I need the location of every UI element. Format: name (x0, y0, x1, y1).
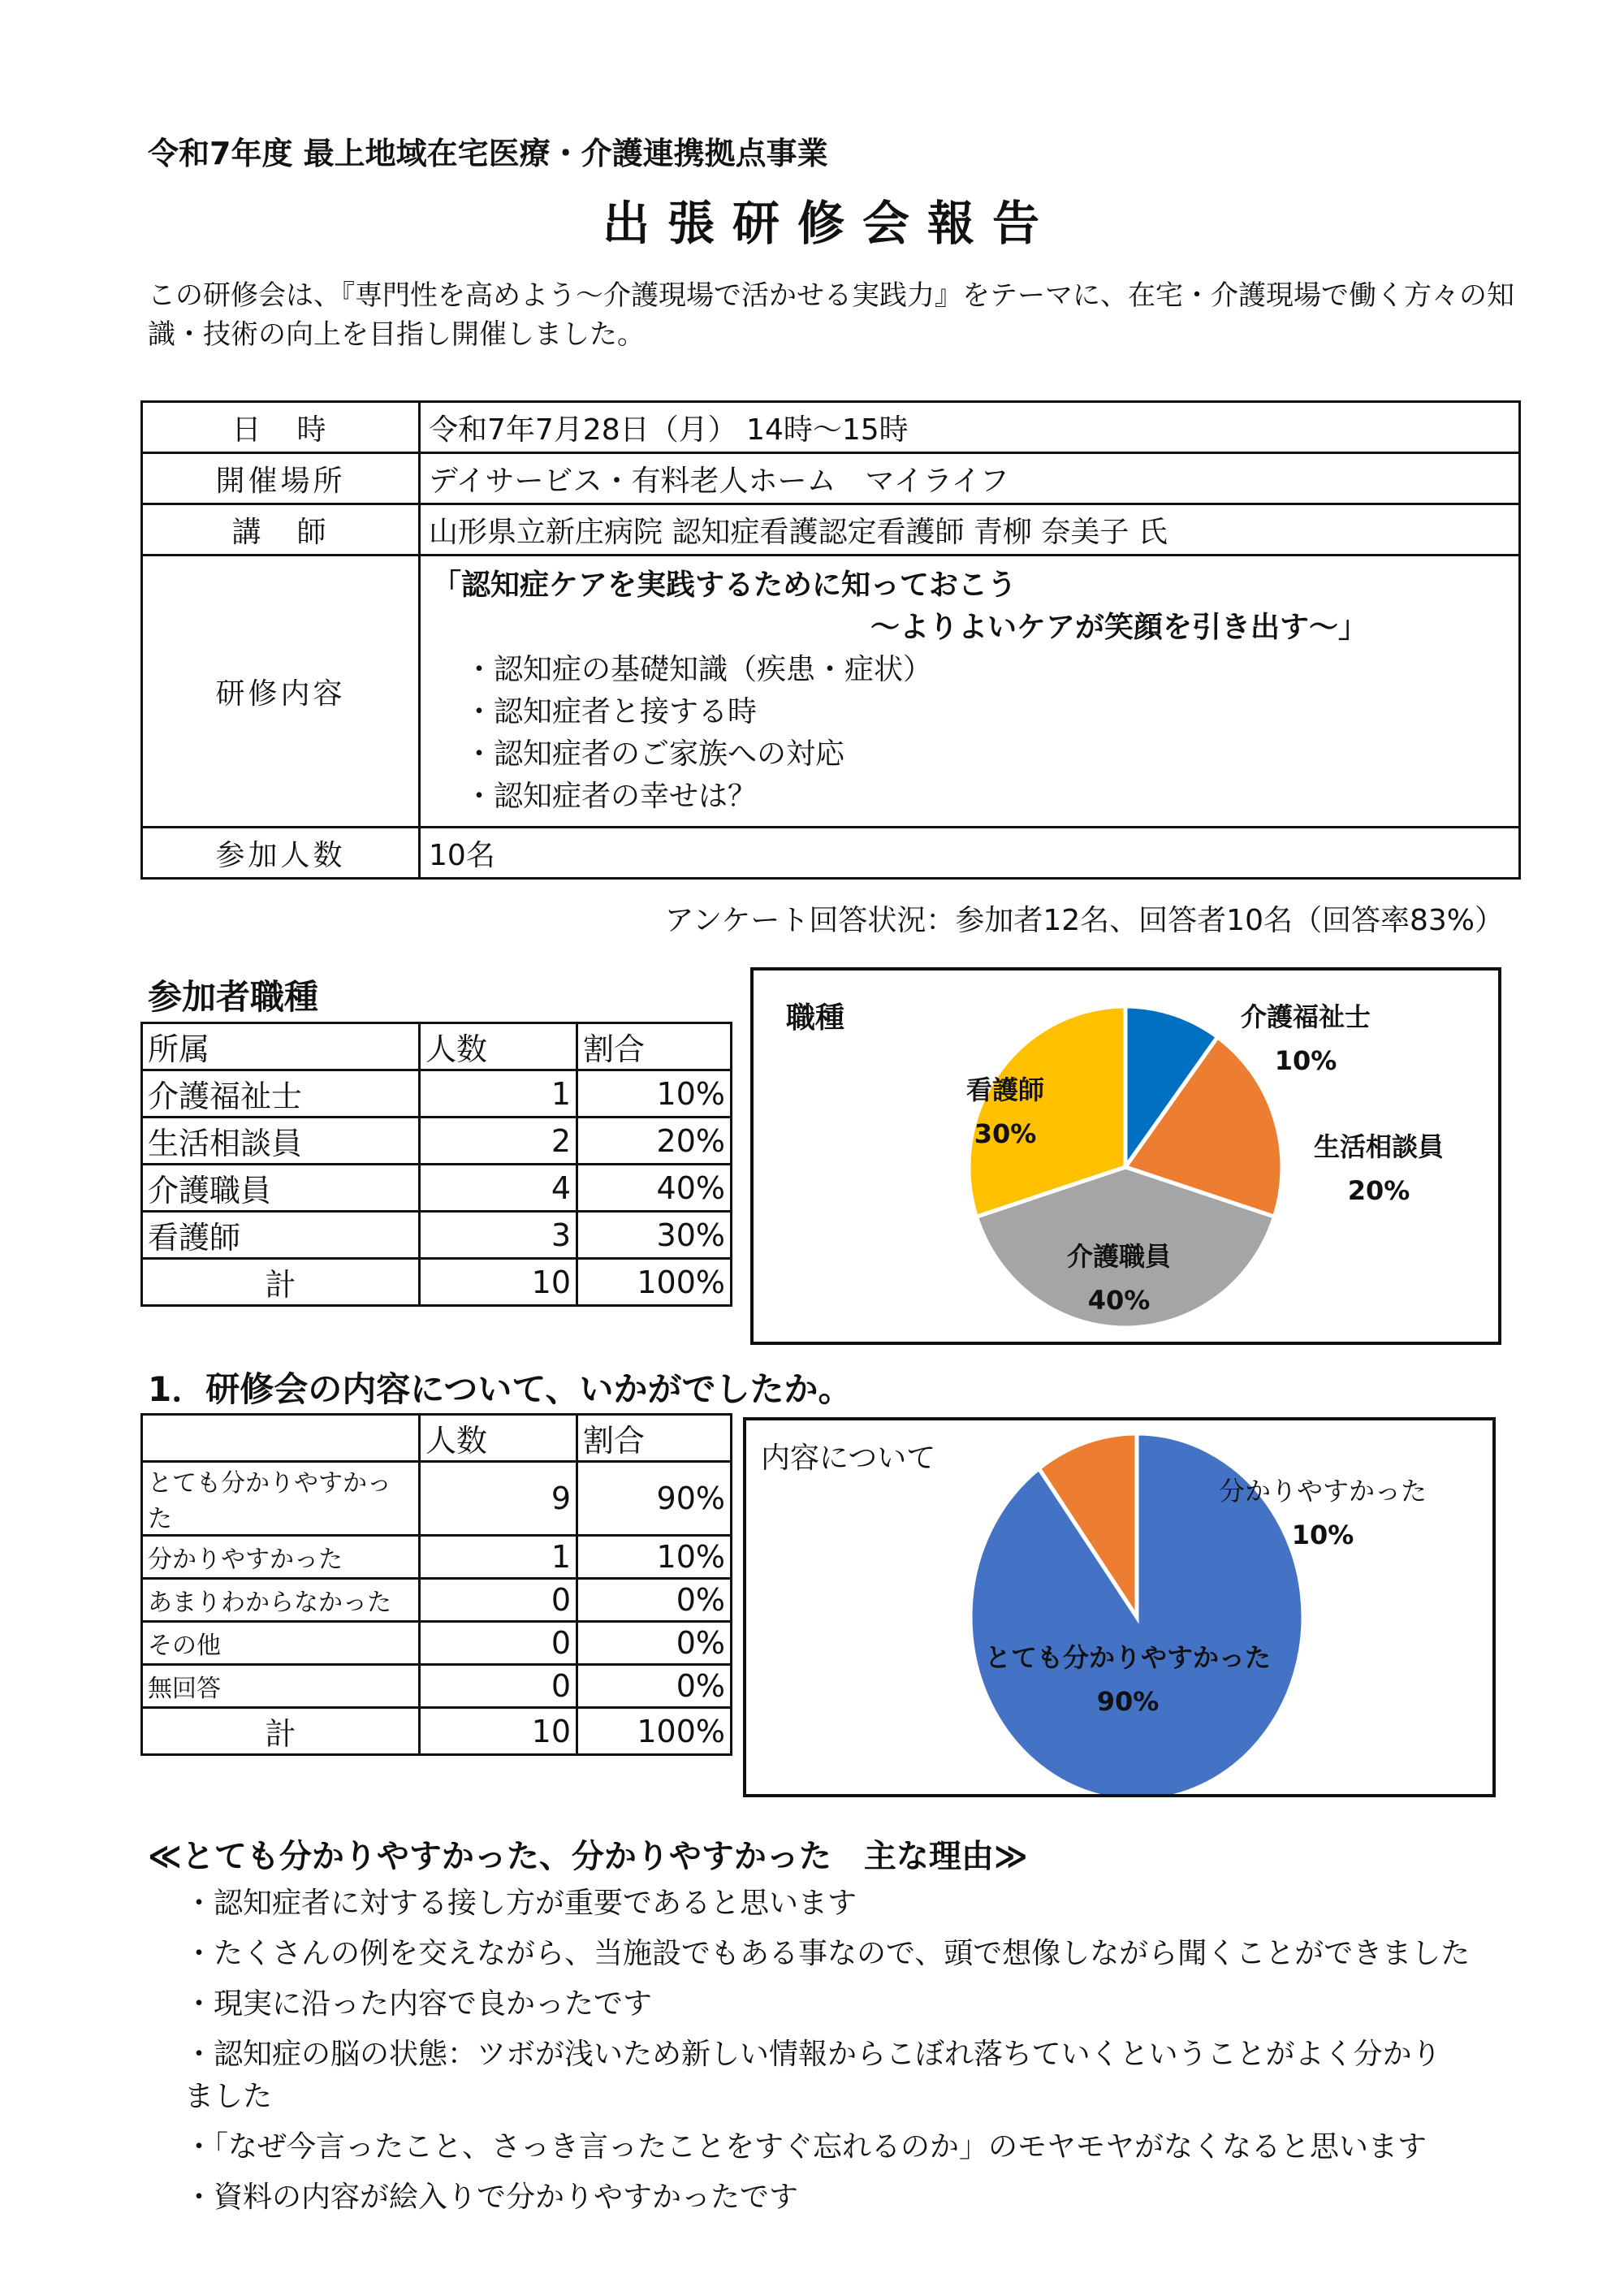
cell: 0% (577, 1579, 732, 1622)
cell: 0 (420, 1622, 577, 1665)
document-header: 令和7年度 最上地域在宅医療・介護連携拠点事業 (148, 136, 828, 171)
content-rating-chart (743, 1417, 1496, 1797)
cell: その他 (142, 1622, 420, 1665)
header-cell: 割合 (577, 1415, 732, 1462)
table-total-row (142, 1259, 732, 1306)
percent-label: 10% (1274, 1045, 1337, 1076)
slice-label (957, 1636, 1298, 1723)
header-cell: 所属 (142, 1023, 420, 1070)
cell: 0% (577, 1665, 732, 1708)
slice-label (1289, 1125, 1468, 1213)
cell: 9 (420, 1462, 577, 1536)
cell: 100% (577, 1259, 732, 1306)
info-table (140, 400, 1521, 880)
intro-text: この研修会は、『専門性を高めよう～介護現場で活かせる実践力』をテーマに、在宅・介護現場で働く方々の知識・技術の向上を目指し開催しました。 (148, 279, 1514, 351)
percent-label: 30% (974, 1118, 1037, 1149)
reasons-list (148, 1883, 1528, 2227)
lecturer-label: 講 師 (142, 504, 420, 556)
chart-title: 内容について (761, 1442, 936, 1475)
header-cell: 人数 (420, 1415, 577, 1462)
lecturer-value: 山形県立新庄病院 認知症看護認定看護師 青柳 奈美子 氏 (420, 504, 1520, 556)
table-row (142, 1118, 732, 1165)
topic-item: ・認知症者と接する時 (464, 695, 758, 728)
category-label: 介護職員 (1066, 1241, 1171, 1272)
content-value (420, 556, 1520, 828)
occupation-table (140, 1022, 732, 1307)
topic-line2: ～よりよいケアが笑顔を引き出す～」 (870, 611, 1368, 644)
cell: 10% (577, 1070, 732, 1118)
topic-item: ・認知症の基礎知識（疾患・症状） (464, 653, 933, 686)
cell: 介護福祉士 (142, 1070, 420, 1118)
content-rating-table (140, 1413, 732, 1756)
table-header-row (142, 1023, 732, 1070)
cell: 40% (577, 1165, 732, 1212)
reasons-heading: ≪とても分かりやすかった、分かりやすかった 主な理由≫ (148, 1838, 1028, 1875)
participants-label: 参加人数 (142, 828, 420, 879)
reason-item: ・資料の内容が絵入りで分かりやすかったです (184, 2181, 799, 2214)
reason-item: ・認知症者に対する接し方が重要であると思います (184, 1887, 857, 1920)
category-label: 介護福祉士 (1240, 1001, 1371, 1032)
table-row (142, 1622, 732, 1665)
cell: 0 (420, 1665, 577, 1708)
category-label: 看護師 (965, 1074, 1044, 1105)
participants-value: 10名 (420, 828, 1520, 879)
cell: 100% (577, 1708, 732, 1755)
table-row (142, 1070, 732, 1118)
occupation-chart (750, 967, 1501, 1345)
survey-status: アンケート回答状況：参加者12名、回答者10名（回答率83%） (664, 904, 1504, 937)
topic-line1: 「認知症ケアを実践するために知っておこう (432, 568, 1017, 602)
percent-label: 10% (1291, 1520, 1354, 1550)
percent-label: 40% (1087, 1285, 1151, 1316)
cell: あまりわからなかった (142, 1579, 420, 1622)
table-header-row (142, 1415, 732, 1462)
cell: 介護職員 (142, 1165, 420, 1212)
table-row (142, 1212, 732, 1259)
cell: 1 (420, 1536, 577, 1579)
table-row (142, 1665, 732, 1708)
cell: 0% (577, 1622, 732, 1665)
table-row (142, 1579, 732, 1622)
reason-item: ・認知症の脳の状態：ツボが浅いため新しい情報からこぼれ落ちていくということがよく分かりました (184, 2038, 1441, 2113)
cell: 0 (420, 1579, 577, 1622)
cell: 計 (142, 1259, 420, 1306)
content-label: 研修内容 (142, 556, 420, 828)
cell: 無回答 (142, 1665, 420, 1708)
topic-item: ・認知症者のご家族への対応 (464, 737, 845, 771)
slice-label (1030, 1234, 1208, 1322)
cell: 看護師 (142, 1212, 420, 1259)
venue-label: 開催場所 (142, 453, 420, 504)
cell: 分かりやすかった (142, 1536, 420, 1579)
percent-label: 20% (1347, 1175, 1410, 1206)
cell: 1 (420, 1070, 577, 1118)
cell: 20% (577, 1118, 732, 1165)
slice-label (1201, 1469, 1445, 1557)
category-label: とても分かりやすかった (984, 1642, 1271, 1673)
date-label: 日 時 (142, 402, 420, 453)
cell: 2 (420, 1118, 577, 1165)
table-row (142, 1462, 732, 1536)
section1-heading: 参加者職種 (148, 977, 319, 1017)
cell: 3 (420, 1212, 577, 1259)
table-row (142, 1536, 732, 1579)
header-cell: 割合 (577, 1023, 732, 1070)
reason-item: ・現実に沿った内容で良かったです (184, 1987, 653, 2021)
section2-heading: 1．研修会の内容について、いかがでしたか。 (148, 1369, 853, 1409)
cell: 90% (577, 1462, 732, 1536)
reason-item: ・たくさんの例を交えながら、当施設でもある事なので、頭で想像しながら聞くことができました (184, 1937, 1471, 1970)
cell: とても分かりやすかった (142, 1462, 420, 1536)
cell: 10 (420, 1708, 577, 1755)
cell: 生活相談員 (142, 1118, 420, 1165)
venue-value: デイサービス・有料老人ホーム マイライフ (420, 453, 1520, 504)
chart-title: 職種 (786, 1001, 845, 1035)
cell: 10 (420, 1259, 577, 1306)
cell: 30% (577, 1212, 732, 1259)
page-title: 出張研修会報告 (602, 196, 1057, 251)
cell: 10% (577, 1536, 732, 1579)
percent-label: 90% (1096, 1686, 1160, 1717)
reason-item: ・「なぜ今言ったこと、さっき言ったことをすぐ忘れるのか」のモヤモヤがなくなると思います (184, 2130, 1427, 2164)
cell: 計 (142, 1708, 420, 1755)
category-label: 生活相談員 (1313, 1131, 1444, 1162)
slice-label (1216, 995, 1395, 1083)
cell: 4 (420, 1165, 577, 1212)
slice-label (924, 1068, 1086, 1156)
table-total-row (142, 1708, 732, 1755)
date-value: 令和7年7月28日（月） 14時～15時 (420, 402, 1520, 453)
header-cell (142, 1415, 420, 1462)
topic-item: ・認知症者の幸せは？ (464, 780, 758, 813)
header-cell: 人数 (420, 1023, 577, 1070)
category-label: 分かりやすかった (1218, 1476, 1427, 1507)
table-row (142, 1165, 732, 1212)
